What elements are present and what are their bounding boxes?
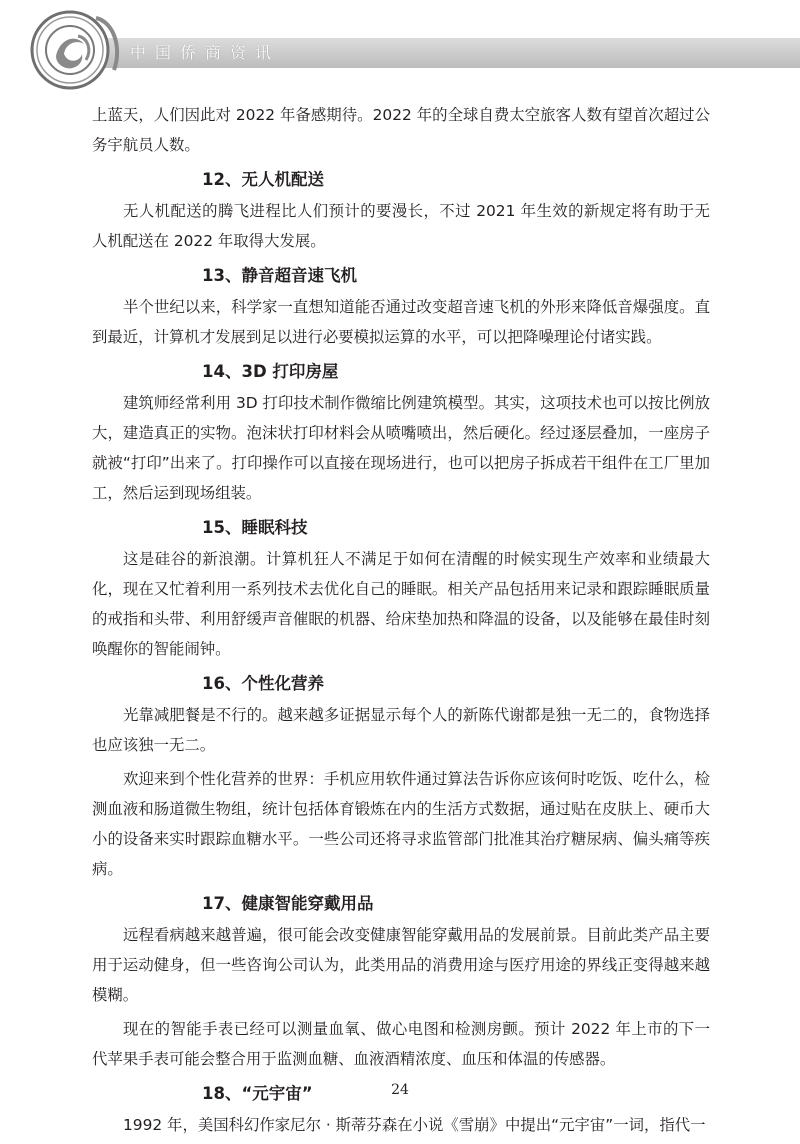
heading-14: 14、3D 打印房屋 — [202, 362, 339, 381]
paragraph-17a: 远程看病越来越普遍，很可能会改变健康智能穿戴用品的发展前景。目前此类产品主要用于运动健身，但一些咨询公司认为，此类用品的消费用途与医疗用途的界线正变得越来越模糊。 — [92, 926, 710, 1004]
paragraph-18: 1992 年，美国科幻作家尼尔 · 斯蒂芬森在小说《雪崩》中提出“元宇宙”一词，指代一 — [123, 1116, 706, 1134]
heading-16: 16、个性化营养 — [202, 674, 324, 693]
paragraph-16b: 欢迎来到个性化营养的世界：手机应用软件通过算法告诉你应该何时吃饭、吃什么，检测血液和肠道微生物组，统计包括体育锻炼在内的生活方式数据，通过贴在皮肤上、硬币大小的设备来实时跟踪血糖水平。一些公司还将寻求监管部门批准其治疗糖尿病、偏头痛等疾病。 — [92, 770, 710, 878]
paragraph-14: 建筑师经常利用 3D 打印技术制作微缩比例建筑模型。其实，这项技术也可以按比例放大，建造真正的实物。泡沫状打印材料会从喷嘴喷出，然后硬化。经过逐层叠加，一座房子就被“打印”出来了。打印操作可以直接在现场进行，也可以把房子拆成若干组件在工厂里加工，然后运到现场组装。 — [92, 394, 710, 502]
heading-12: 12、无人机配送 — [202, 170, 324, 189]
association-logo — [18, 8, 126, 92]
paragraph-17b: 现在的智能手表已经可以测量血氧、做心电图和检测房颤。预计 2022 年上市的下一代苹果手表可能会整合用于监测血糖、血液酒精浓度、血压和体温的传感器。 — [92, 1020, 710, 1068]
paragraph-intro: 上蓝天，人们因此对 2022 年备感期待。2022 年的全球自费太空旅客人数有望首次超过公务宇航员人数。 — [92, 106, 710, 154]
paragraph-12: 无人机配送的腾飞进程比人们预计的要漫长，不过 2021 年生效的新规定将有助于无人机配送在 2022 年取得大发展。 — [92, 202, 710, 250]
paragraph-16a: 光靠减肥餐是不行的。越来越多证据显示每个人的新陈代谢都是独一无二的，食物选择也应该独一无二。 — [92, 706, 710, 754]
heading-15: 15、睡眠科技 — [202, 518, 308, 537]
heading-13: 13、静音超音速飞机 — [202, 266, 357, 285]
page-number: 24 — [391, 1082, 409, 1098]
header-title: 中国侨商资讯 — [130, 43, 281, 62]
paragraph-13: 半个世纪以来，科学家一直想知道能否通过改变超音速飞机的外形来降低音爆强度。直到最近，计算机才发展到足以进行必要模拟运算的水平，可以把降噪理论付诸实践。 — [92, 298, 710, 346]
paragraph-15: 这是硅谷的新浪潮。计算机狂人不满足于如何在清醒的时候实现生产效率和业绩最大化，现在又忙着利用一系列技术去优化自己的睡眠。相关产品包括用来记录和跟踪睡眠质量的戒指和头带、利用舒缓声音催眠的机器、给床垫加热和降温的设备，以及能够在最佳时刻唤醒你的智能闹钟。 — [92, 550, 710, 658]
heading-18: 18、“元宇宙” — [202, 1084, 313, 1103]
article-body — [92, 100, 710, 1144]
heading-17: 17、健康智能穿戴用品 — [202, 894, 374, 913]
